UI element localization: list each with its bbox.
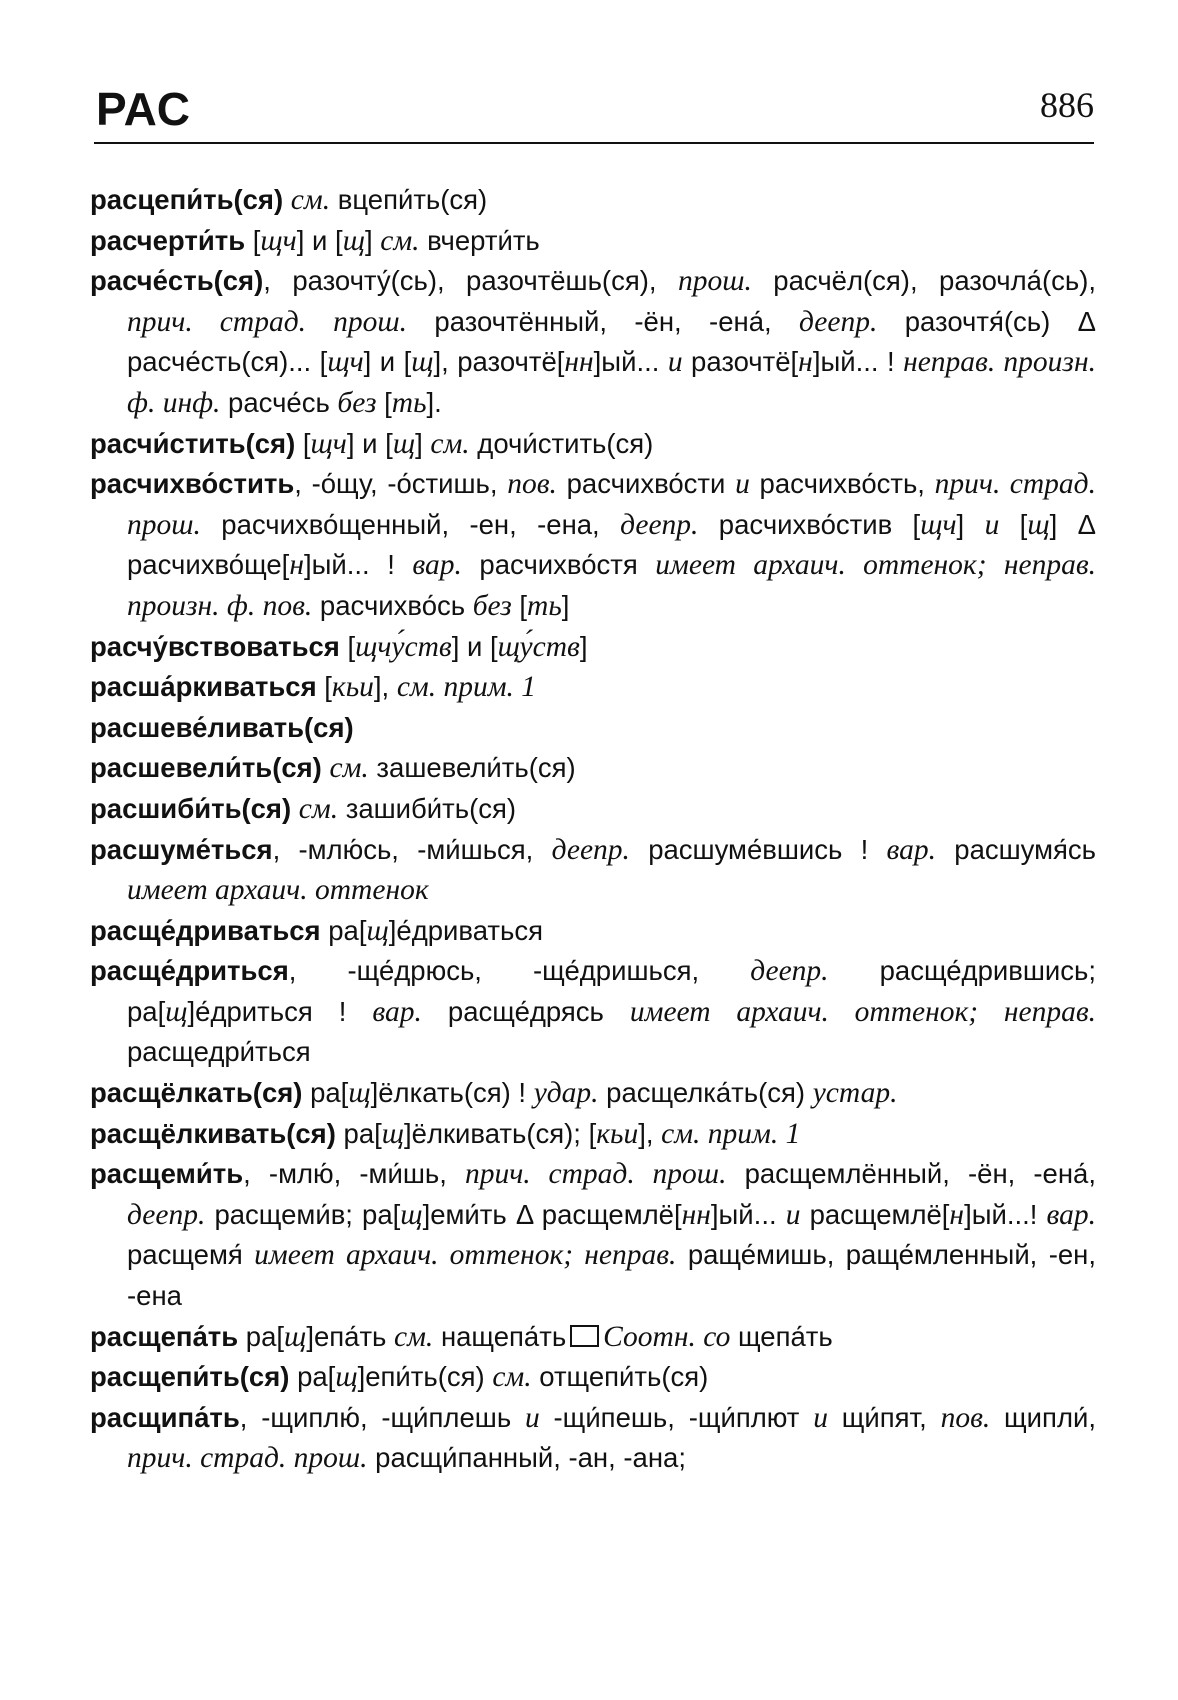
entry-italic-text: без <box>337 386 377 419</box>
entry-text: ] <box>364 224 381 256</box>
entry-italic-text: пов. <box>940 1401 991 1434</box>
dictionary-entry <box>90 424 1096 465</box>
entry-italic-text: и <box>667 346 683 379</box>
entry-italic-text: см. <box>430 427 470 460</box>
entry-text: ] <box>956 508 985 540</box>
entry-text: зашевели́ть(ся) <box>368 752 576 784</box>
entry-text: расчёл(ся), разочла́(сь), <box>751 265 1097 297</box>
entry-italic-text: щ <box>348 1077 371 1110</box>
entry-text: ], разочтё[ <box>433 346 565 378</box>
entry-headword: расшиби́ть(ся) <box>90 792 292 824</box>
dictionary-entry <box>90 1317 1096 1358</box>
entry-text: ]ёлкать(ся) ! <box>370 1077 534 1109</box>
entry-text: зашиби́ть(ся) <box>338 792 517 824</box>
entry-text: ] <box>415 427 431 459</box>
entry-headword: расчерти́ть <box>90 224 246 256</box>
entry-italic-text: и <box>524 1401 540 1434</box>
entry-italic-text: деепр. <box>127 1198 206 1231</box>
entry-text: расще́дрившись; ра[ <box>127 955 1097 1027</box>
entry-headword: расчу́вствоваться <box>90 630 340 662</box>
entry-italic-text: имеет архаич. оттенок; неправ. <box>629 995 1097 1028</box>
entry-italic-text: см. прим. 1 <box>661 1117 801 1150</box>
entry-text: щи́пят, <box>827 1401 941 1433</box>
entry-headword: расшевели́ть(ся) <box>90 752 322 784</box>
entry-headword: расче́сть(ся) <box>90 265 264 297</box>
entry-text: разочтё[ <box>682 346 799 378</box>
entry-text: вчерти́ть <box>419 224 540 256</box>
entry-italic-text: щч <box>310 427 347 460</box>
entry-headword: расцепи́ть(ся) <box>90 184 284 215</box>
entry-italic-text: щч <box>920 508 957 541</box>
entry-text: отщепи́ть(ся) <box>531 1361 709 1393</box>
dictionary-entry <box>90 667 1096 708</box>
entry-text: расщеми́в; ра[ <box>205 1198 401 1230</box>
entry-italic-text: имеет архаич. оттенок; неправ. произн. ф. пов. <box>127 549 1096 622</box>
entry-text: расщедри́ться <box>127 1036 311 1068</box>
entry-text: расщемя́ <box>127 1239 255 1271</box>
entry-text: вцепи́ть(ся) <box>330 184 488 215</box>
entry-text: -щи́пешь, -щи́плют <box>539 1401 814 1433</box>
entry-italic-text: деепр. <box>551 833 630 866</box>
entry-text: , -щиплю́, -щи́плешь <box>239 1401 525 1433</box>
entry-text: , -о́щу, -о́стишь, <box>294 468 508 500</box>
entry-italic-text: ть <box>391 386 427 419</box>
entry-italic-text: и <box>984 508 1000 541</box>
entry-italic-text: н <box>289 549 304 582</box>
entry-italic-text: нн <box>564 346 594 379</box>
dictionary-entry <box>90 627 1096 668</box>
entry-text: ра[ <box>320 914 367 946</box>
dictionary-entry <box>90 261 1096 423</box>
entry-text: ]епи́ть(ся) <box>357 1361 493 1393</box>
entry-italic-text: см. <box>394 1320 434 1353</box>
entry-italic-text: см. <box>329 752 369 785</box>
entry-italic-text: ть <box>527 589 562 622</box>
dictionary-entry <box>90 180 1096 221</box>
entry-text: [ <box>295 427 311 459</box>
dictionary-entry <box>90 1114 1096 1155</box>
entry-italic-text: удар. <box>533 1077 599 1110</box>
entry-text: ]ый...! <box>964 1198 1047 1230</box>
entry-text: ]ый... <box>593 346 668 378</box>
entry-italic-text: деепр. <box>799 305 878 338</box>
entry-italic-text: щч <box>327 346 364 379</box>
entry-text: расщемлё[ <box>800 1198 950 1230</box>
entry-text: ра[ <box>289 1361 336 1393</box>
entry-italic-text: щ <box>165 995 188 1028</box>
dictionary-entry <box>90 911 1096 952</box>
entry-italic-text: вар. <box>372 995 422 1028</box>
entry-text: ] и [ <box>451 630 498 662</box>
entry-italic-text: кьи <box>596 1117 639 1150</box>
entry-italic-text: и <box>735 468 750 501</box>
entry-headword: расщеми́ть <box>90 1158 244 1190</box>
entry-text: расщи́панный, -ан, -ана; <box>367 1442 686 1474</box>
entry-text: ]е́дриться ! <box>187 995 373 1027</box>
entry-italic-text: см. <box>380 224 420 257</box>
entry-italic-text: щ <box>411 346 434 379</box>
entry-text: ]ый... ! <box>812 346 904 378</box>
entry-text: дочи́стить(ся) <box>469 427 654 459</box>
dictionary-entry <box>90 951 1096 1073</box>
entry-italic-text: щч <box>260 224 297 257</box>
entry-text: расчихво́сь <box>312 589 473 621</box>
entry-headword: расщепи́ть(ся) <box>90 1361 290 1393</box>
entry-italic-text: пов. <box>507 468 557 501</box>
entry-text: расчихво́стя <box>461 549 656 581</box>
entry-text: щипли́, <box>990 1401 1096 1433</box>
entry-italic-text: щ <box>381 1117 405 1150</box>
page-number: 886 <box>1040 85 1094 125</box>
dictionary-entry <box>90 830 1096 911</box>
entry-text: раще́мишь, раще́мленный, -ен, -ена <box>127 1239 1097 1312</box>
entry-italic-text: прич. страд. прош. <box>127 468 1096 541</box>
entry-italic-text: и <box>785 1198 801 1231</box>
entry-text <box>291 793 299 824</box>
entry-text: , -млю́сь, -ми́шься, <box>272 833 552 865</box>
entry-italic-text: неправ. произн. ф. инф. <box>127 346 1096 419</box>
entry-italic-text: щ <box>342 224 365 257</box>
entry-text: ]ый... ! <box>303 549 413 581</box>
entry-text: [ <box>316 671 332 703</box>
entry-text: ]еми́ть Δ расщемлё[ <box>422 1198 682 1230</box>
entry-italic-text: прич. страд. прош. <box>464 1158 727 1191</box>
entry-text: нащепа́ть <box>433 1320 567 1352</box>
entry-text: [ <box>999 508 1028 540</box>
entry-italic-text: щ <box>392 427 416 460</box>
entry-italic-text: прич. страд. прош. <box>127 1442 368 1475</box>
entry-headword: расшеве́ливать(ся) <box>90 711 354 743</box>
entry-text: ]. <box>426 386 442 418</box>
entry-text: [ <box>245 224 261 256</box>
entry-text: ]епа́ть <box>306 1320 395 1352</box>
entry-italic-text: щчу́ств <box>355 630 452 663</box>
entry-italic-text: и <box>813 1401 828 1434</box>
entry-italic-text: щ <box>366 914 389 947</box>
entry-text: [ <box>339 630 356 662</box>
running-header <box>94 80 1094 144</box>
dictionary-entry <box>90 789 1096 830</box>
dictionary-entry <box>90 1073 1096 1114</box>
entry-italic-text: без <box>472 589 512 622</box>
entry-italic-text: щ <box>400 1198 423 1231</box>
entry-text: расчихво́щенный, -ен, -ена, <box>200 508 621 540</box>
entry-italic-text: н <box>949 1198 965 1231</box>
entry-text: , -млю́, -ми́шь, <box>243 1158 465 1190</box>
entry-headword: расщёлкать(ся) <box>90 1077 303 1109</box>
dictionary-entry <box>90 708 1096 749</box>
entry-headword: расщёлкивать(ся) <box>90 1117 336 1149</box>
dictionary-entry <box>90 1357 1096 1398</box>
entry-italic-text: нн <box>681 1198 711 1231</box>
entry-headword: расчи́стить(ся) <box>90 427 296 459</box>
entry-text: ]е́дриваться <box>388 914 543 946</box>
entry-italic-text: Соотн. со <box>603 1320 731 1353</box>
entry-text: , -ще́дрюсь, -ще́дришься, <box>288 955 751 987</box>
entry-text: расчихво́сти <box>556 468 736 500</box>
entry-text: расщемлённый, -ён, -ена́, <box>726 1158 1096 1190</box>
entry-text: расшуме́вшись ! <box>629 833 887 865</box>
entry-italic-text: см. <box>298 792 339 825</box>
entry-text: щепа́ть <box>730 1320 833 1352</box>
dictionary-entry <box>90 748 1096 789</box>
entry-italic-text: см. <box>290 184 331 216</box>
entry-italic-text: прич. страд. прош. <box>127 305 408 338</box>
entry-text: ]ёлкивать(ся); [ <box>404 1117 597 1149</box>
entry-text: расщелка́ть(ся) <box>598 1077 813 1109</box>
entry-text: расшумя́сь <box>936 833 1096 865</box>
entry-italic-text: имеет архаич. оттенок; неправ. <box>254 1239 677 1272</box>
entry-text: расще́дрясь <box>421 995 630 1027</box>
entry-text: ] Δ расчихво́ще[ <box>127 508 1096 581</box>
entry-text: [ <box>376 386 392 418</box>
entry-italic-text: имеет архаич. оттенок <box>127 874 429 907</box>
entry-headword: расщипа́ть <box>90 1401 240 1433</box>
entry-italic-text: кьи <box>331 671 374 704</box>
entry-text: ра[ <box>238 1320 285 1352</box>
entry-text: расчихво́стив [ <box>698 508 921 540</box>
entry-text: разочтённый, -ён, -ена́, <box>407 305 800 337</box>
entry-text: ], <box>373 671 397 703</box>
entry-italic-text: щу́ств <box>497 630 580 663</box>
entry-text: ] <box>561 589 570 621</box>
dictionary-entry <box>90 464 1096 626</box>
entry-text: ] и [ <box>363 346 412 378</box>
entry-italic-text: вар. <box>886 833 937 866</box>
entry-italic-text: деепр. <box>750 955 829 988</box>
entry-italic-text: деепр. <box>620 508 699 541</box>
entry-italic-text: вар. <box>412 549 462 582</box>
entry-italic-text: устар. <box>812 1077 898 1110</box>
entry-text: разочтя́(сь) Δ расче́сть(ся)... [ <box>127 305 1096 378</box>
entry-text: ] и [ <box>296 224 343 256</box>
entry-headword: расша́ркиваться <box>90 671 317 703</box>
entry-italic-text: см. <box>492 1361 532 1394</box>
entry-italic-text: щ <box>284 1320 307 1353</box>
square-box-icon <box>570 1325 599 1347</box>
entry-list <box>90 180 1096 1479</box>
entry-text: ] и [ <box>346 427 393 459</box>
entry-italic-text: щ <box>1027 508 1050 541</box>
entry-headword: расчихво́стить <box>90 468 295 500</box>
dictionary-entry <box>90 221 1096 262</box>
entry-headword: расще́дриться <box>90 955 289 987</box>
entry-italic-text: см. прим. 1 <box>396 671 537 704</box>
entry-text: [ <box>511 589 528 621</box>
entry-italic-text: вар. <box>1046 1198 1096 1231</box>
entry-text: ра[ <box>335 1117 382 1149</box>
entry-italic-text: н <box>798 346 813 379</box>
entry-headword: расще́дриваться <box>90 914 321 946</box>
entry-text: ] <box>579 630 588 662</box>
entry-text: , разочту́(сь), разочтёшь(ся), <box>263 265 678 297</box>
entry-headword: расшуме́ться <box>90 833 273 865</box>
entry-text: ]ый... <box>710 1198 786 1230</box>
entry-italic-text: прош. <box>677 265 752 298</box>
entry-text <box>283 184 291 215</box>
entry-text: ра[ <box>302 1077 349 1109</box>
dictionary-entry <box>90 1398 1096 1479</box>
dictionary-entry <box>90 1154 1096 1316</box>
entry-text: ], <box>638 1117 662 1149</box>
entry-text: расче́сь <box>220 386 338 418</box>
header-letters: РАС <box>96 83 191 135</box>
entry-text: расчихво́сть, <box>749 468 935 500</box>
entry-italic-text: щ <box>335 1361 358 1394</box>
entry-headword: расщепа́ть <box>90 1320 239 1352</box>
